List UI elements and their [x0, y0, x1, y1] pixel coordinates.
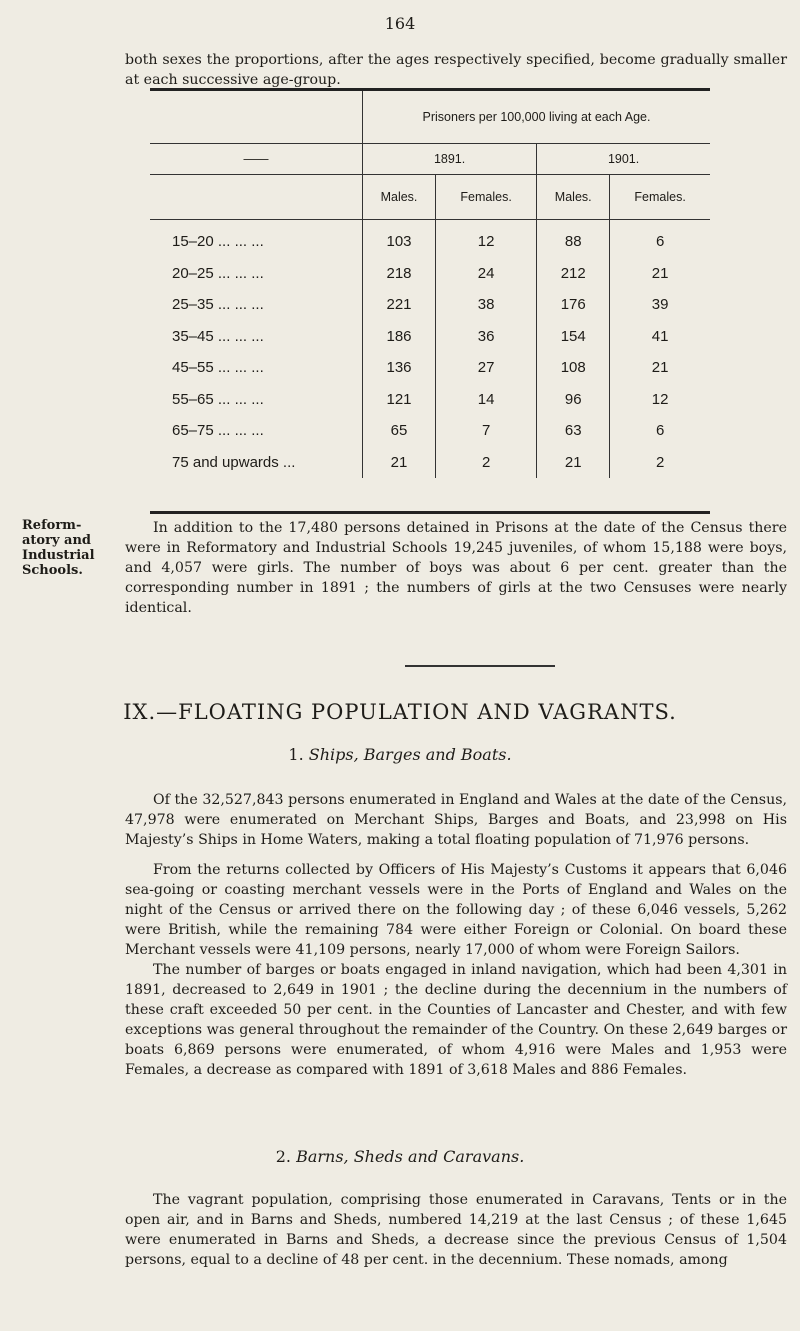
cell-value: 2	[610, 447, 710, 479]
cell-value: 63	[537, 415, 610, 447]
subsection-heading-ships	[0, 745, 800, 764]
table-row	[150, 352, 710, 384]
leader-dots: ... ...	[234, 422, 264, 440]
leader-dots: ... ...	[234, 390, 264, 408]
table-row	[150, 289, 710, 321]
age-label: 35–45 ...	[172, 327, 231, 345]
cell-value: 221	[363, 289, 436, 321]
cell-value: 65	[363, 415, 436, 447]
cell-value: 39	[610, 289, 710, 321]
leader-dots: ...	[282, 453, 296, 471]
leader-dots: ... ...	[234, 233, 264, 251]
cell-value: 212	[537, 258, 610, 290]
cell-value: 154	[537, 321, 610, 353]
paragraph-barges: The number of barges or boats engaged in inland navigation, which had been 4,301 in 1891, decreased to 2,649 in 1901 ; the decline during the decennium in the numbers of these craft exceeded 50 per cent. in the Counties of Lancaster and Chester, and with few exceptions was general throughout the remainder of the Country. On these 2,649 barges or boats 6,869 persons were enumerated, of whom 4,916 were Males and 1,953 were Females, a decrease as compared with 1891 of 3,618 Males and 886 Females.	[125, 962, 787, 1078]
subsection-number: 1.	[288, 745, 304, 764]
table-row	[150, 258, 710, 290]
subsection-title: Barns, Sheds and Caravans.	[296, 1147, 525, 1166]
cell-value: 38	[436, 289, 537, 321]
table-corner: ——	[150, 144, 363, 175]
females-1891-header: Females.	[436, 175, 537, 220]
reform-paragraph: In addition to the 17,480 persons detained in Prisons at the date of the Census there were in Reformatory and Industrial Schools 19,245 juveniles, of whom 15,188 were boys, and 4,057 were girls. The number of boys was about 6 per cent. greater than the corresponding number in 1891 ; the numbers of girls at the two Censuses were nearly identical.	[125, 520, 787, 616]
age-label: 25–35 ...	[172, 296, 231, 314]
cell-value: 12	[610, 384, 710, 416]
cell-value: 6	[610, 220, 710, 258]
age-label: 65–75 ...	[172, 422, 231, 440]
females-1901-header: Females.	[610, 175, 710, 220]
cell-value: 6	[610, 415, 710, 447]
cell-value: 186	[363, 321, 436, 353]
leader-dots: ... ...	[234, 264, 264, 282]
cell-value: 176	[537, 289, 610, 321]
leader-dots: ... ...	[234, 327, 264, 345]
cell-value: 7	[436, 415, 537, 447]
cell-value: 41	[610, 321, 710, 353]
table-row	[150, 447, 710, 479]
cell-value: 88	[537, 220, 610, 258]
section-divider	[405, 665, 555, 667]
cell-value: 21	[537, 447, 610, 479]
table-row	[150, 384, 710, 416]
age-label: 45–55 ...	[172, 359, 231, 377]
year-1901-header: 1901.	[537, 144, 710, 175]
age-label: 55–65 ...	[172, 390, 231, 408]
table-row	[150, 321, 710, 353]
cell-value: 218	[363, 258, 436, 290]
cell-value: 12	[436, 220, 537, 258]
leader-dots: ... ...	[234, 296, 264, 314]
table-row	[150, 220, 710, 258]
males-1901-header: Males.	[537, 175, 610, 220]
cell-value: 24	[436, 258, 537, 290]
cell-value: 96	[537, 384, 610, 416]
cell-value: 2	[436, 447, 537, 479]
cell-value: 21	[610, 352, 710, 384]
table-row	[150, 415, 710, 447]
cell-value: 21	[610, 258, 710, 290]
table-caption: Prisoners per 100,000 living at each Age.	[363, 91, 711, 144]
age-label: 15–20 ...	[172, 233, 231, 251]
cell-value: 27	[436, 352, 537, 384]
margin-note: Reform-atory and Industrial Schools.	[22, 518, 95, 578]
paragraph-floating-total: Of the 32,527,843 persons enumerated in England and Wales at the date of the Census, 47,978 were enumerated on Merchant Ships, Barges and Boats, and 23,998 on His Majesty’s Ships in Home Waters, making a total floating population of 71,976 persons.	[125, 792, 787, 848]
paragraph-vagrants: The vagrant population, comprising those enumerated in Caravans, Tents or in the open air, and in Barns and Sheds, numbered 14,219 at the last Census ; of these 1,645 were enumerated in Barns and Sheds, a decrease since the previous Census of 1,504 persons, equal to a decline of 48 per cent. in the decennium. These nomads, among	[125, 1192, 787, 1268]
leader-dots: ... ...	[234, 359, 264, 377]
intro-paragraph: both sexes the proportions, after the ages respectively specified, become gradually smaller at each successive age-group.	[125, 52, 787, 88]
section-title: IX.—FLOATING POPULATION AND VAGRANTS.	[123, 700, 677, 724]
page-number: 164	[384, 14, 416, 33]
cell-value: 108	[537, 352, 610, 384]
cell-value: 103	[363, 220, 436, 258]
cell-value: 121	[363, 384, 436, 416]
males-1891-header: Males.	[363, 175, 436, 220]
cell-value: 136	[363, 352, 436, 384]
cell-value: 21	[363, 447, 436, 479]
prisoners-table	[150, 88, 710, 514]
age-label: 20–25 ...	[172, 264, 231, 282]
subsection-heading-barns	[0, 1147, 800, 1166]
subsection-number: 2.	[275, 1147, 291, 1166]
cell-value: 36	[436, 321, 537, 353]
subsection-title: Ships, Barges and Boats.	[308, 745, 512, 764]
age-label: 75 and upwards	[172, 453, 279, 471]
year-1891-header: 1891.	[363, 144, 537, 175]
cell-value: 14	[436, 384, 537, 416]
paragraph-merchant-vessels: From the returns collected by Officers of His Majesty’s Customs it appears that 6,046 sea-going or coasting merchant vessels were in the Ports of England and Wales on the night of the Census or arrived there on the following day ; of these 6,046 vessels, 5,262 were British, while the remaining 784 were either Foreign or Colonial. On board these Merchant vessels were 41,109 persons, nearly 17,000 of whom were Foreign Sailors.	[125, 862, 787, 958]
